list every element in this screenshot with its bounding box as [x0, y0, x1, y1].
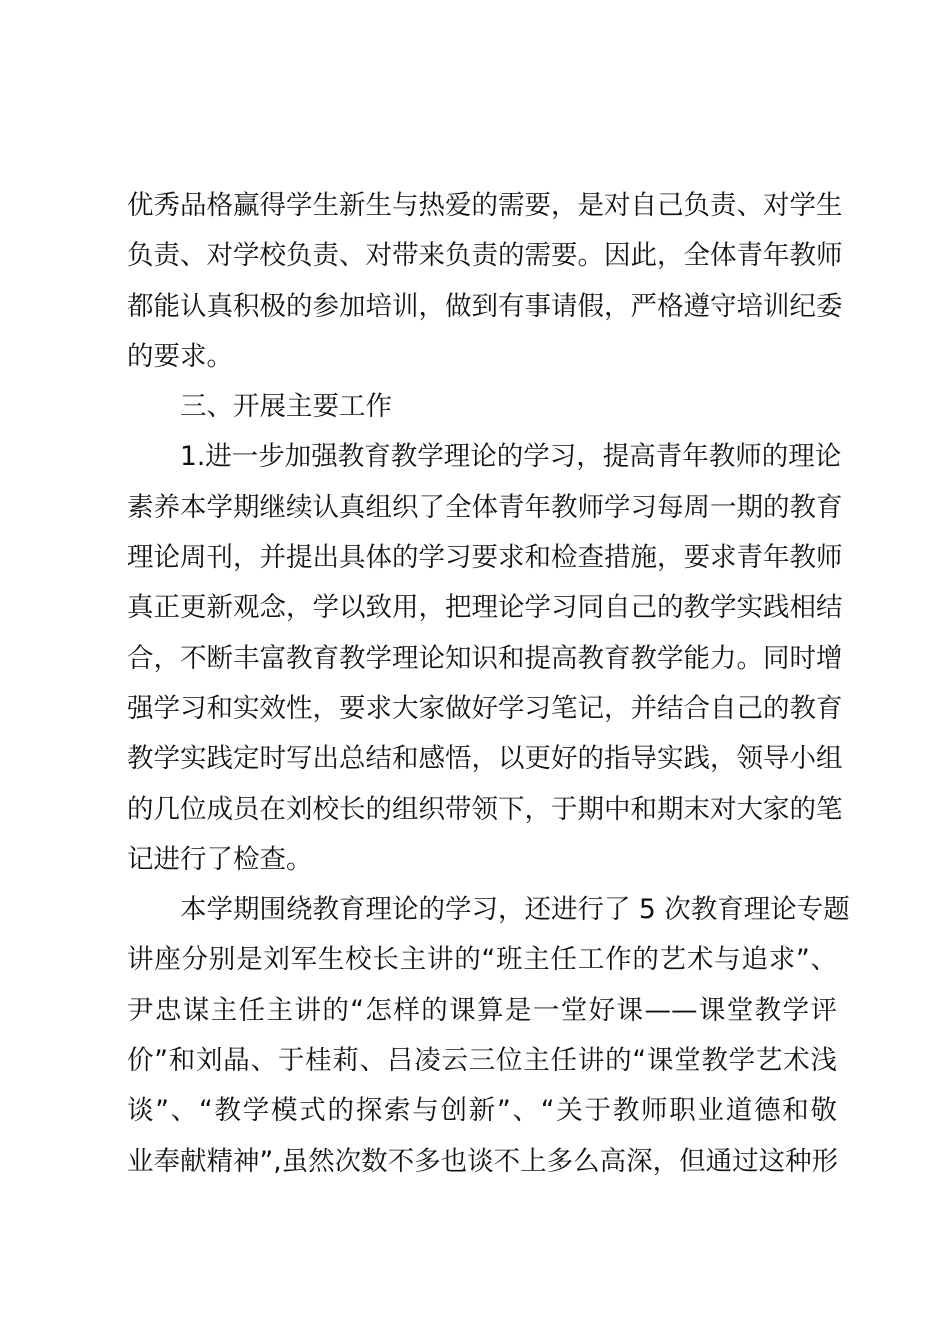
text-line: 的几位成员在刘校长的组织带领下，于期中和期末对大家的笔: [127, 793, 843, 825]
text-line: 三、开展主要工作: [180, 391, 392, 423]
text-line: 讲座分别是刘军生校长主讲的“班主任工作的艺术与追求”、: [127, 944, 837, 976]
text-line: 的要求。: [127, 340, 233, 372]
text-line: 价”和刘晶、于桂莉、吕凌云三位主任讲的“课堂教学艺术浅: [127, 1045, 837, 1077]
text-line: 优秀品格赢得学生新生与热爱的需要，是对自己负责、对学生: [127, 190, 843, 221]
text-line: 1.进一步加强教育教学理论的学习，提高青年教师的理论: [180, 441, 842, 473]
text-line: 负责、对学校负责、对带来负责的需要。因此，全体青年教师: [127, 240, 843, 272]
text-line: 素养本学期继续认真组织了全体青年教师学习每周一期的教育: [127, 491, 843, 523]
text-line: 强学习和实效性，要求大家做好学习笔记，并结合自己的教育: [127, 692, 843, 724]
text-line: 尹忠谋主任主讲的“怎样的课算是一堂好课——课堂教学评: [127, 994, 837, 1026]
text-line: 本学期围绕教育理论的学习，还进行了 5 次教育理论专题: [180, 894, 850, 926]
text-line: 真正更新观念，学以致用，把理论学习同自己的教学实践相结: [127, 592, 843, 624]
text-line: 记进行了检查。: [127, 843, 313, 875]
text-line: 业奉献精神”,虽然次数不多也谈不上多么高深，但通过这种形: [127, 1145, 839, 1177]
text-line: 谈”、“教学模式的探索与创新”、“关于教师职业道德和敬: [127, 1095, 837, 1127]
text-line: 理论周刊，并提出具体的学习要求和检查措施，要求青年教师: [127, 542, 843, 574]
text-line: 合，不断丰富教育教学理论知识和提高教育教学能力。同时增: [127, 642, 843, 674]
body-text: [127, 181, 850, 1187]
text-line: 教学实践定时写出总结和感悟，以更好的指导实践，领导小组: [127, 743, 843, 775]
text-line: 都能认真积极的参加培训，做到有事请假，严格遵守培训纪委: [127, 290, 843, 322]
